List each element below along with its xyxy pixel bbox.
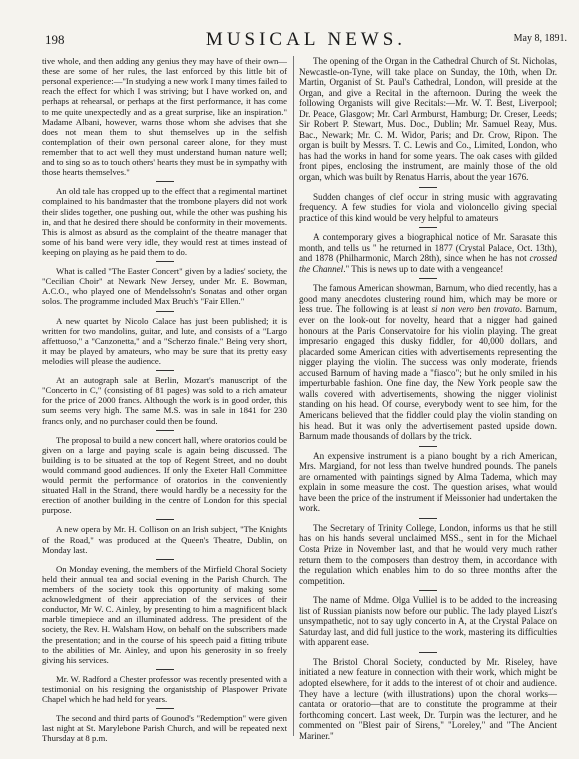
text-run: ." This is news up to date with a vengeance! — [343, 263, 504, 274]
separator — [156, 669, 174, 670]
article-paragraph: At an autograph sale at Berlin, Mozart's manuscript of the "Concerto in C," (consisting of 81 pages) was sold to a rich amateur for the price of 2000 francs. Although the work is in good order, this sum seems very high. The same M.S. was in sale in 1841 for 230 francs only, and no purchaser could then be found. — [42, 375, 287, 426]
article-paragraph: The opening of the Organ in the Cathedral Church of St. Nicholas, Newcastle-on-Tyne, will take place on Sunday, the 10th, when Dr. Martin, Organist of St. Paul's Cathedral, London, will preside at the Organ, and give a Recital in the afternoon. During the week the following Organists will give Recitals:—Mr. W. T. Best, Liverpool; Dr. Peace, Glasgow; Mr. Carl Armburst, Hamburg; Dr. Creser, Leeds; Sir Robert P. Stewart, Mus. Doc., Dublin; Mr. Samuel Reay, Mus. Bac., Newark; Mr. C. M. Widor, Paris; and Dr. Crow, Ripon. The organ is built by Messrs. T. C. Lewis and Co., Limited, London, who has had the works in hand for some years. The oak cases with gilded front pipes, enclosing the instrument, are mainly those of the old organ, which was built by Renatus Harris, about the year 1676. — [299, 56, 557, 183]
separator — [419, 187, 437, 188]
text-run: The famous American showman, Barnum, who died recently, has a good many anecdotes clustering round him, which may be more or less true. The following is at least — [299, 283, 557, 315]
separator — [419, 278, 437, 279]
article-paragraph: Sudden changes of clef occur in string music with aggravating frequency. A few studies for viola and violoncello giving special practice of this kind would be very helpful to amateurs — [299, 191, 557, 223]
separator — [156, 519, 174, 520]
page-header — [45, 29, 567, 52]
separator — [156, 708, 174, 709]
separator — [419, 227, 437, 228]
separator — [156, 430, 174, 431]
article-paragraph: A new opera by Mr. H. Collison on an Irish subject, "The Knights of the Road," was produced at the Queen's Theatre, Dublin, on Monday last. — [42, 524, 287, 555]
separator — [419, 652, 437, 653]
article-paragraph: Mr. W. Radford a Chester professor was recently presented with a testimonial on his resigning the organistship of Plaspower Private Chapel which he had held for years. — [42, 673, 287, 705]
separator — [419, 446, 437, 447]
issue-date: May 8, 1891. — [513, 33, 567, 44]
article-paragraph: A new quartet by Nicolo Calace has just been published; it is written for two mandolins, guitar, and lute, and consists of a "Largo affettuoso," a "Canzonetta," and a "Scherzo finale." Being very short, it may be played by amateurs, who may be sure that its pretty easy melodies will please the audience. — [42, 315, 287, 366]
separator — [156, 261, 174, 262]
separator — [156, 181, 174, 182]
text-run: . Barnum, ever on the look-out for novelty, heard that a nigger had gained honours at the Paris Conservatoire for his violin playing. The great impresario engaged this dusky fiddler, for 40,000 dollars, and placarded some American cities with advertisements representing the nigger playing the violin. The success was only moderate, friends accused Barnum of having made a "fiasco"; but he only smiled in his imperturbable fashion. One fine day, the New York people saw the walls covered with advertisements, showing the nigger violinist standing on his head. Of course, everybody went to see him, for the Americans believed that the fiddler could play the violin standing on his head. But it was only the advertisement pasted upside down. Barnum made thousands of dollars by the trick. — [299, 304, 557, 442]
separator — [419, 590, 437, 591]
text-run: A contemporary gives a biographical notice of Mr. Sarasate this month, and tells us " he returned in 1877 (Crystal Palace, Oct. 13th), and 1878 (Philharmonic, March 28th), since when he has not — [299, 232, 557, 264]
article-paragraph: The Secretary of Trinity College, London, informs us that he still has on his hands several unclaimed MSS., sent in for the Michael Costa Prize in November last, and that he would very much rather return them to the composers than destroy them, in accordance with the regulation which enables him to do so three months after the competition. — [299, 522, 557, 586]
left-column — [42, 56, 287, 744]
column-rule — [293, 56, 294, 736]
right-column — [299, 56, 557, 741]
italic-text: si non vero ben trovato — [431, 304, 520, 315]
article-paragraph: An old tale has cropped up to the effect that a regimental martinet complained to his bandmaster that the trombone players did not work their slides together, one pushing out, while the other was pushing his in, and that he desired there should be conformity in their movements. This is almost as absurd as the complaint of the theatre manager that some of his band were very idle, they would rest at times instead of keeping on playing as he paid them to do. — [42, 186, 287, 257]
article-paragraph: The proposal to build a new concert hall, where oratorios could be given on a large and paying scale is again being discussed. The building is to be situated at the top of Regent Street, and no doubt would command good audiences. If only the Exeter Hall Committee would permit the performance of oratorios in the conveniently situated Hall in the Strand, there would hardly be a necessity for the erection of another building in the centre of London for this special purpose. — [42, 434, 287, 516]
publication-title: MUSICAL NEWS. — [205, 29, 407, 50]
article-paragraph: The name of Mdme. Olga Vulliel is to be added to the increasing list of Russian pianists now before our public. The lady played Liszt's unsympathetic, not to say ugly concerto in A, at the Crystal Palace on Saturday last, and did full justice to the work, mastering its difficulties with apparent ease. — [299, 595, 557, 648]
separator — [156, 311, 174, 312]
separator — [156, 370, 174, 371]
article-paragraph — [299, 232, 557, 274]
article-paragraph: The Bristol Choral Society, conducted by Mr. Riseley, have initiated a new feature in connection with their work, which might be adopted elsewhere, for it adds to the interest of ot choir and audience. They have a lecture (with illustrations) upon the choral works—cantata or oratorio—that are to constitute the programme at their forthcoming concert. Last week, Dr. Turpin was the lecturer, and he commented on "Blest pair of Sirens," "Loreley," and "The Ancient Mariner." — [299, 656, 557, 741]
article-paragraph: An expensive instrument is a piano bought by a rich American, Mrs. Margiand, for not less than twelve hundred pounds. The panels are ornamented with paintings signed by Alma Tadema, which may explain in some measure the cost. The question arises, what would have been the price of the instrument if Meissonier had undertaken the work. — [299, 450, 557, 514]
article-paragraph: The second and third parts of Gounod's "Redemption" were given last night at St. Marylebone Parish Church, and will be repeated next Thursday at 8 p.m. — [42, 713, 287, 744]
article-paragraph: What is called "The Easter Concert" given by a ladies' society, the "Cecilian Choir" at Newark New Jersey, under Mr. E. Bowman, A.C.O., who played one of Mendelssohn's Sonatas and other organ solos. The programme included Max Bruch's "Fair Ellen." — [42, 266, 287, 307]
page-number: 198 — [45, 32, 65, 47]
italic-text: crossed the Channel — [299, 253, 557, 274]
article-paragraph: tive whole, and then adding any genius they may have of their own—these are some of her rules, the last enforced by this little bit of personal experience:—"In studying a new work I many times failed to reach the effect for which I was striving; but I have worked on, and perhaps at rehearsal, or perhaps at the first performance, it has come to me quite unexpectedly and as a great surprise, like an inspiration." Madame Albani, however, warns those whom she advises that she does not mean them to shut themselves up in the selfish contemplation of their own personal career alone, for they must remember that to act well they must understand human nature well; and to sing so as to touch others' hearts they must be in sympathy with those hearts themselves." — [42, 56, 287, 178]
separator — [419, 518, 437, 519]
separator — [156, 559, 174, 560]
article-paragraph — [299, 283, 557, 441]
article-paragraph: On Monday evening, the members of the Mirfield Choral Society held their annual tea and social evening in the Parish Church. The members of the society took this opportunity of making some acknowledgment of their appreciation of the services of their conductor, Mr W. C. Ainley, by presenting to him a magnificent black marble timepiece and an illuminated address. The president of the society, the Rev. H. Walsham How, on behalf on the subscribers made the presentation; and in the course of his speech paid a fitting tribute to the abilities of Mr. Ainley, and upon his generosity in so freely giving his services. — [42, 563, 287, 665]
